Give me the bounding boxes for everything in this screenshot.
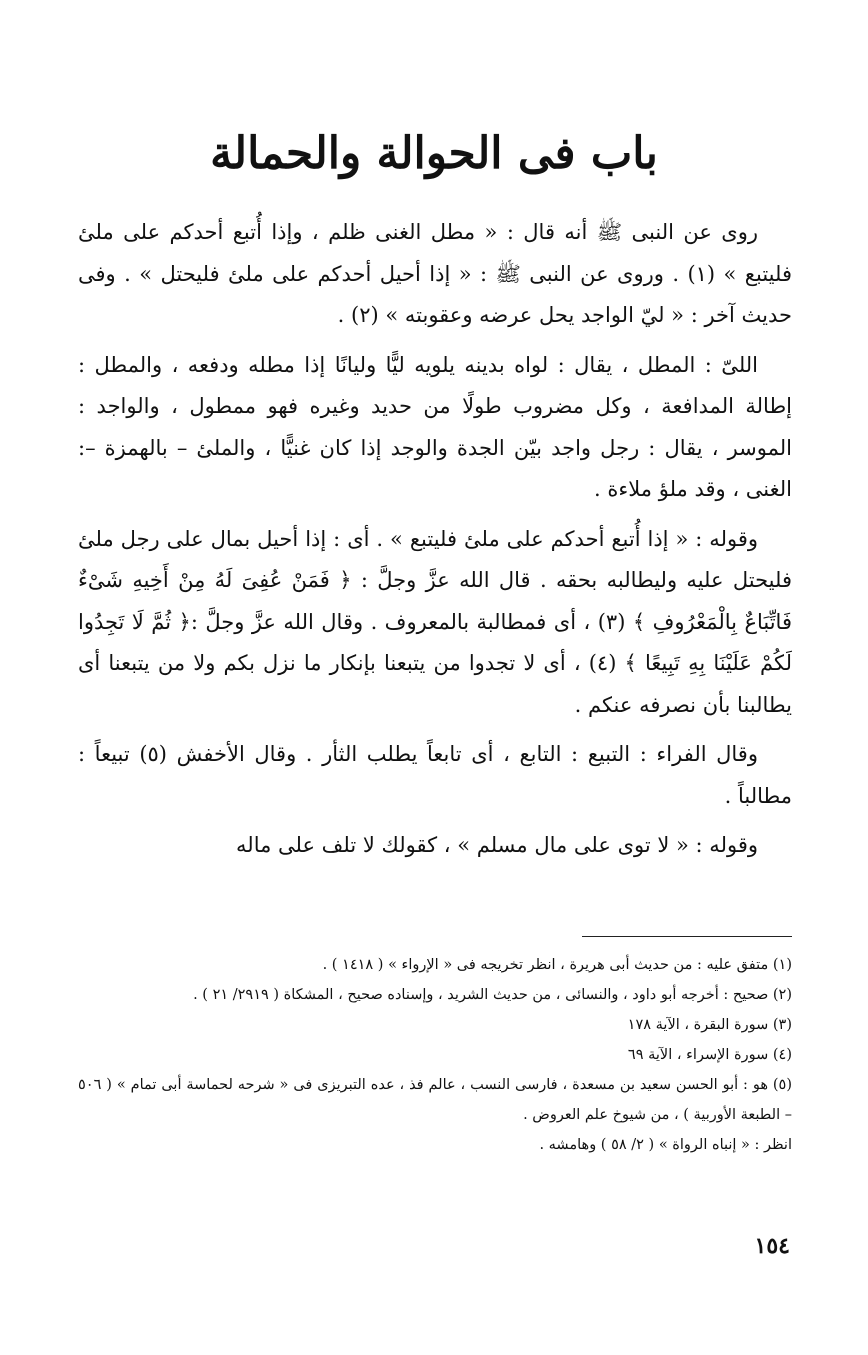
page-number: ١٥٤ [754,1233,790,1259]
footnotes [78,950,792,1160]
footnote-divider [582,936,792,937]
paragraph-2: اللىّ : المطل ، يقال : لواه بدينه يلويه ليًّا وليانًا إذا مطله ودفعه ، والمطل : إطالة المدافعة ، وكل مضروب طولًا من حديد وغيره فهو ممطول ، والواجد : الموسر ، يقال : رجل واجد بيّن الجدة والوجد إذا كان غنيًّا ، والملئ – بالهمزة –: الغنى ، وقد ملؤ ملاءة . [78,352,792,501]
footnote-3: (٣) سورة البقرة ، الآية ١٧٨ [627,1017,792,1033]
paragraph-1: روى عن النبى ﷺ أنه قال : « مطل الغنى ظلم ، وإذا أُتبع أحدكم على ملئ فليتبع » (١) . وروى عن النبى ﷺ : « إذا أحيل أحدكم على ملئ فليحتل » . وفى حديث آخر : « ليّ الواجد يحل عرضه وعقوبته » (٢) . [78,220,792,327]
footnote-1: (١) متفق عليه : من حديث أبى هريرة ، انظر تخريجه فى « الإرواء » ( ١٤١٨ ) . [322,957,792,973]
footnote-2: (٢) صحيح : أخرجه أبو داود ، والنسائى ، من حديث الشريد ، وإسناده صحيح ، المشكاة ( ٢٩١٩/ ٢١ ) . [193,987,792,1003]
footnote-reference: انظر : « إنباه الرواة » ( ٢/ ٥٨ ) وهامشه . [539,1137,792,1153]
paragraph-5: وقوله : « لا توى على مال مسلم » ، كقولك لا تلف على ماله [236,833,758,857]
footnote-5: (٥) هو : أبو الحسن سعيد بن مسعدة ، فارسى النسب ، عالم فذ ، عده التبريزى فى « شرحه لحماسة أبى تمام » ( ٥٠٦ – الطبعة الأوربية ) ، من شيوخ علم العروض . [78,1077,792,1123]
main-text [78,212,792,875]
chapter-title: باب فى الحوالة والحمالة [210,128,658,179]
paragraph-3: وقوله : « إذا أُتبع أحدكم على ملئ فليتبع » . أى : إذا أحيل بمال على رجل ملئ فليحتل عليه وليطالبه بحقه . قال الله عزَّ وجلَّ : ﴿ فَمَنْ عُفِىَ لَهُ مِنْ أَخِيهِ شَىْءٌ فَاتِّبَاعٌ بِالْمَعْرُوفِ ﴾ (٣) ، أى فمطالبة بالمعروف . وقال الله عزَّ وجلَّ :﴿ ثُمَّ لَا تَجِدُوا لَكُمْ عَلَيْنَا بِهِ تَبِيعًا ﴾ (٤) ، أى لا تجدوا من يتبعنا بإنكار ما نزل بكم ولا من يتبعنا أى يطالبنا بأن نصرفه عنكم . [78,526,792,717]
footnote-4: (٤) سورة الإسراء ، الآية ٦٩ [627,1047,792,1063]
paragraph-4: وقال الفراء : التبيع : التابع ، أى تابعاً يطلب الثأر . وقال الأخفش (٥) تبيعاً : مطالباً . [78,742,792,808]
